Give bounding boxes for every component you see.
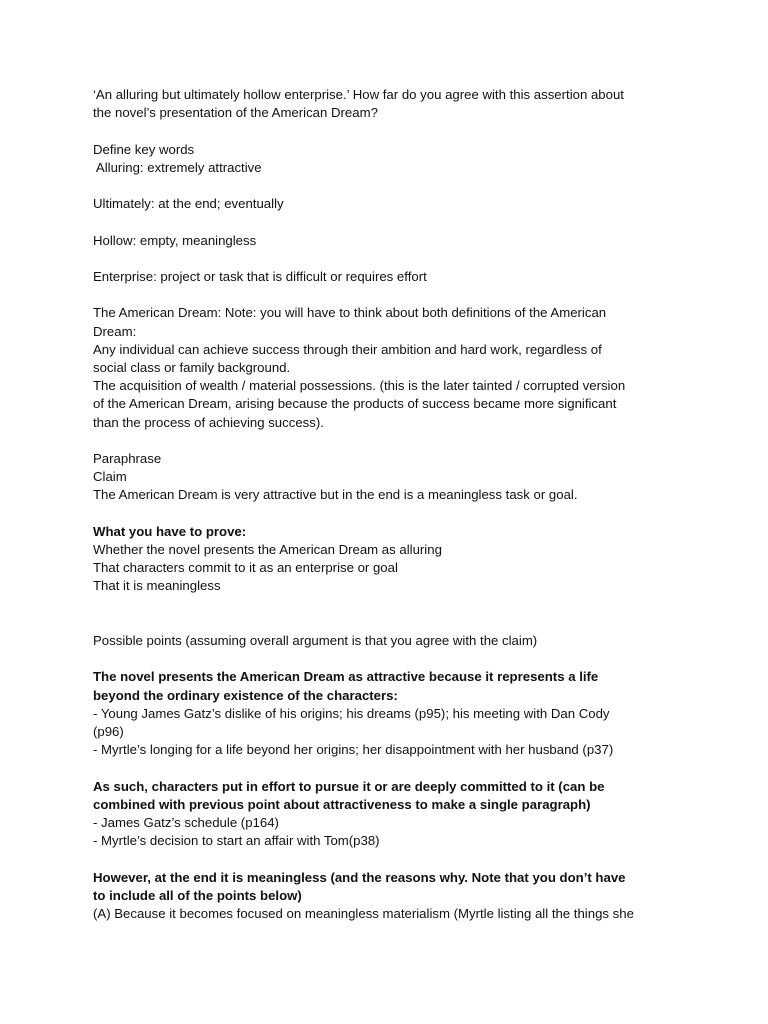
document-page bbox=[93, 86, 693, 923]
spacer bbox=[93, 759, 693, 777]
key-words-section bbox=[93, 141, 693, 287]
spacer bbox=[93, 213, 693, 231]
point-evidence: - Myrtle’s longing for a life beyond her origins; her disappointment with her husband (p37) bbox=[93, 742, 614, 758]
american-dream-line: social class or family background. bbox=[93, 359, 291, 375]
definition-ultimately: Ultimately: at the end; eventually bbox=[93, 196, 284, 212]
point-evidence: - Young James Gatz’s dislike of his origins; his dreams (p95); his meeting with Dan Cody bbox=[93, 705, 610, 721]
prove-section bbox=[93, 523, 693, 596]
possible-points-intro: Possible points (assuming overall argument is that you agree with the claim) bbox=[93, 632, 538, 648]
spacer bbox=[93, 122, 693, 140]
point-evidence: (A) Because it becomes focused on meaningless materialism (Myrtle listing all the things she bbox=[93, 905, 634, 921]
american-dream-line: of the American Dream, arising because the products of success became more significant bbox=[93, 396, 617, 412]
point-evidence: (p96) bbox=[93, 723, 124, 739]
american-dream-section bbox=[93, 304, 693, 431]
definition-enterprise: Enterprise: project or task that is difficult or requires effort bbox=[93, 268, 427, 284]
paraphrase-section bbox=[93, 450, 693, 505]
claim-text: The American Dream is very attractive but in the end is a meaningless task or goal. bbox=[93, 487, 578, 503]
spacer bbox=[93, 596, 693, 614]
spacer bbox=[93, 250, 693, 268]
point-attractive bbox=[93, 668, 693, 759]
question-line: ‘An alluring but ultimately hollow enterprise.’ How far do you agree with this assertion about bbox=[93, 87, 624, 102]
claim-label: Claim bbox=[93, 469, 127, 485]
american-dream-line: The American Dream: Note: you will have to think about both definitions of the American bbox=[93, 305, 607, 321]
key-words-heading: Define key words bbox=[93, 141, 195, 157]
point-heading: beyond the ordinary existence of the characters: bbox=[93, 687, 398, 703]
spacer bbox=[93, 505, 693, 523]
prove-item: That it is meaningless bbox=[93, 578, 221, 594]
definition-alluring: Alluring: extremely attractive bbox=[93, 159, 262, 175]
essay-question bbox=[93, 86, 693, 122]
spacer bbox=[93, 286, 693, 304]
paraphrase-heading: Paraphrase bbox=[93, 450, 162, 466]
american-dream-line: The acquisition of wealth / material possessions. (this is the later tainted / corrupted version bbox=[93, 378, 626, 394]
spacer bbox=[93, 650, 693, 668]
american-dream-line: Dream: bbox=[93, 323, 137, 339]
spacer bbox=[93, 614, 693, 632]
point-heading: However, at the end it is meaningless (and the reasons why. Note that you don’t have bbox=[93, 869, 626, 885]
question-line: the novel’s presentation of the American Dream? bbox=[93, 105, 378, 121]
spacer bbox=[93, 177, 693, 195]
point-meaningless bbox=[93, 869, 693, 924]
definition-hollow: Hollow: empty, meaningless bbox=[93, 232, 257, 248]
point-evidence: - James Gatz’s schedule (p164) bbox=[93, 814, 279, 830]
prove-item: That characters commit to it as an enterprise or goal bbox=[93, 560, 398, 576]
american-dream-line: than the process of achieving success). bbox=[93, 414, 324, 430]
spacer bbox=[93, 432, 693, 450]
point-committed bbox=[93, 778, 693, 851]
american-dream-line: Any individual can achieve success through their ambition and hard work, regardless of bbox=[93, 341, 602, 357]
point-evidence: - Myrtle’s decision to start an affair with Tom(p38) bbox=[93, 833, 380, 849]
spacer bbox=[93, 850, 693, 868]
point-heading: The novel presents the American Dream as attractive because it represents a life bbox=[93, 669, 599, 685]
point-heading: combined with previous point about attractiveness to make a single paragraph) bbox=[93, 796, 591, 812]
point-heading: As such, characters put in effort to pursue it or are deeply committed to it (can be bbox=[93, 778, 605, 794]
prove-heading: What you have to prove: bbox=[93, 523, 247, 539]
point-heading: to include all of the points below) bbox=[93, 887, 302, 903]
prove-item: Whether the novel presents the American Dream as alluring bbox=[93, 541, 442, 557]
